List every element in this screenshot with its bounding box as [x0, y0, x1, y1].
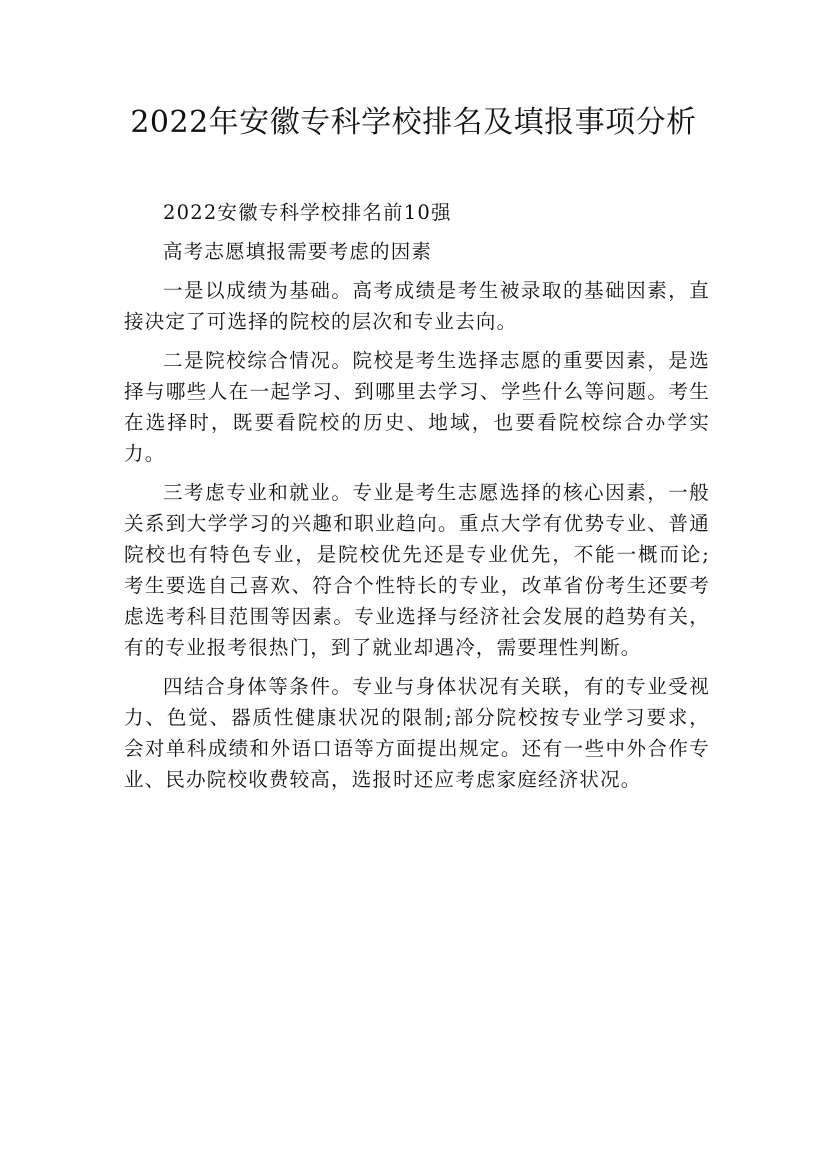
paragraph-ranking-heading: 2022安徽专科学校排名前10强: [163, 201, 452, 224]
paragraph-factors-heading: 高考志愿填报需要考虑的因素: [163, 240, 433, 263]
paragraph-majors-employment: 三考虑专业和就业。专业是考生志愿选择的核心因素，一般关系到大学学习的兴趣和职业趋向。重点大学有优势专业、普通院校也有特色专业，是院校优先还是专业优先，不能一概而论;考生要选自己喜欢、符合个性特长的专业，改革省份考生还要考虑选考科目范围等因素。专业选择与经济社会发展的趋势有关，有的专业报考很热门，到了就业却遇冷，需要理性判断。: [124, 481, 710, 659]
paragraph-physical-conditions: 四结合身体等条件。专业与身体状况有关联，有的专业受视力、色觉、器质性健康状况的限制;部分院校按专业学习要求，会对单科成绩和外语口语等方面提出规定。还有一些中外合作专业、民办院校收费较高，选报时还应考虑家庭经济状况。: [124, 675, 710, 791]
document-body: [124, 197, 710, 803]
paragraph-institutions: 二是院校综合情况。院校是考生选择志愿的重要因素，是选择与哪些人在一起学习、到哪里去学习、学些什么等问题。考生在选择时，既要看院校的历史、地域，也要看院校综合办学实力。: [124, 349, 710, 465]
paragraph-scores: 一是以成绩为基础。高考成绩是考生被录取的基础因素，直接决定了可选择的院校的层次和专业去向。: [124, 279, 710, 333]
document-title: 2022年安徽专科学校排名及填报事项分析: [130, 105, 697, 140]
